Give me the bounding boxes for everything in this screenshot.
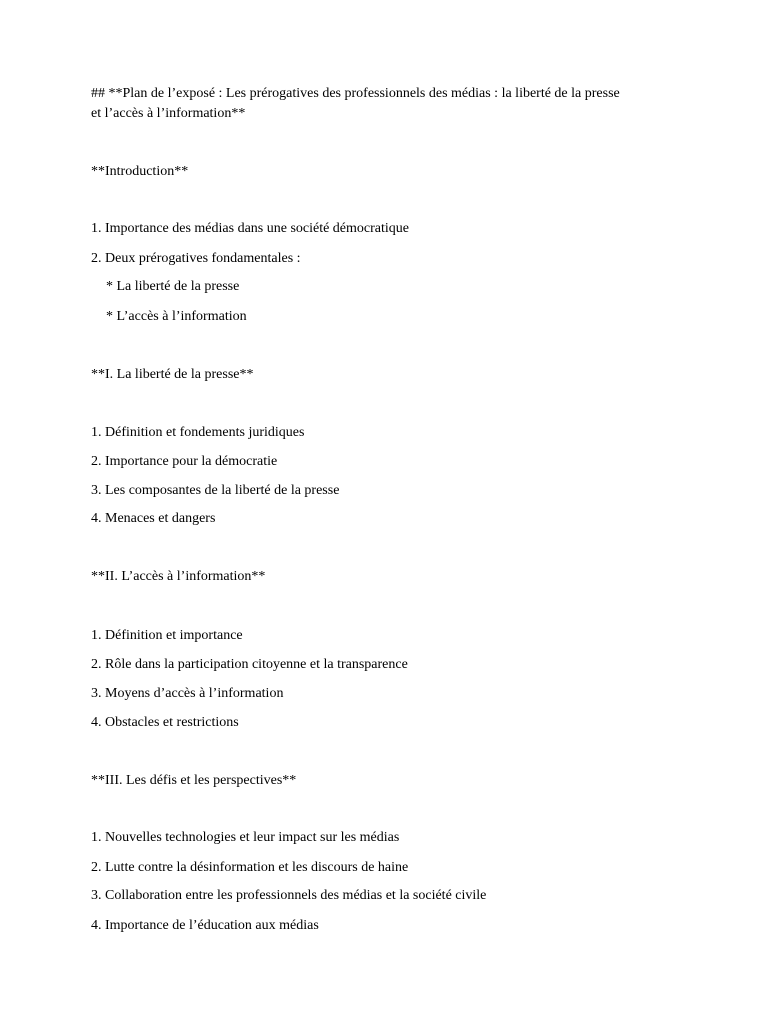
section-2-item: 1. Définition et importance bbox=[91, 628, 243, 643]
section-3-item: 2. Lutte contre la désinformation et les discours de haine bbox=[91, 860, 409, 875]
section-1-item: 2. Importance pour la démocratie bbox=[91, 454, 278, 469]
section-1-item: 4. Menaces et dangers bbox=[91, 511, 216, 526]
section-1-heading: **I. La liberté de la presse** bbox=[91, 367, 254, 382]
section-3-heading: **III. Les défis et les perspectives** bbox=[91, 773, 297, 788]
section-2-heading: **II. L’accès à l’information** bbox=[91, 569, 266, 584]
section-2-item: 3. Moyens d’accès à l’information bbox=[91, 686, 284, 701]
section-3-item: 4. Importance de l’éducation aux médias bbox=[91, 918, 319, 933]
section-3-item: 3. Collaboration entre les professionnels des médias et la société civile bbox=[91, 888, 487, 903]
section-1-item: 1. Définition et fondements juridiques bbox=[91, 425, 305, 440]
section-2-item: 2. Rôle dans la participation citoyenne et la transparence bbox=[91, 657, 408, 672]
section-2-item: 4. Obstacles et restrictions bbox=[91, 715, 239, 730]
document-title-line-2: et l’accès à l’information** bbox=[91, 106, 246, 121]
introduction-item: 1. Importance des médias dans une société démocratique bbox=[91, 221, 409, 236]
section-1-item: 3. Les composantes de la liberté de la presse bbox=[91, 483, 340, 498]
introduction-subitem: * L’accès à l’information bbox=[106, 309, 247, 324]
document-title-line-1: ## **Plan de l’exposé : Les prérogatives des professionnels des médias : la liberté de la presse bbox=[91, 86, 620, 101]
section-3-item: 1. Nouvelles technologies et leur impact sur les médias bbox=[91, 830, 400, 845]
introduction-heading: **Introduction** bbox=[91, 164, 189, 179]
introduction-subitem: * La liberté de la presse bbox=[106, 279, 240, 294]
introduction-item: 2. Deux prérogatives fondamentales : bbox=[91, 251, 301, 266]
